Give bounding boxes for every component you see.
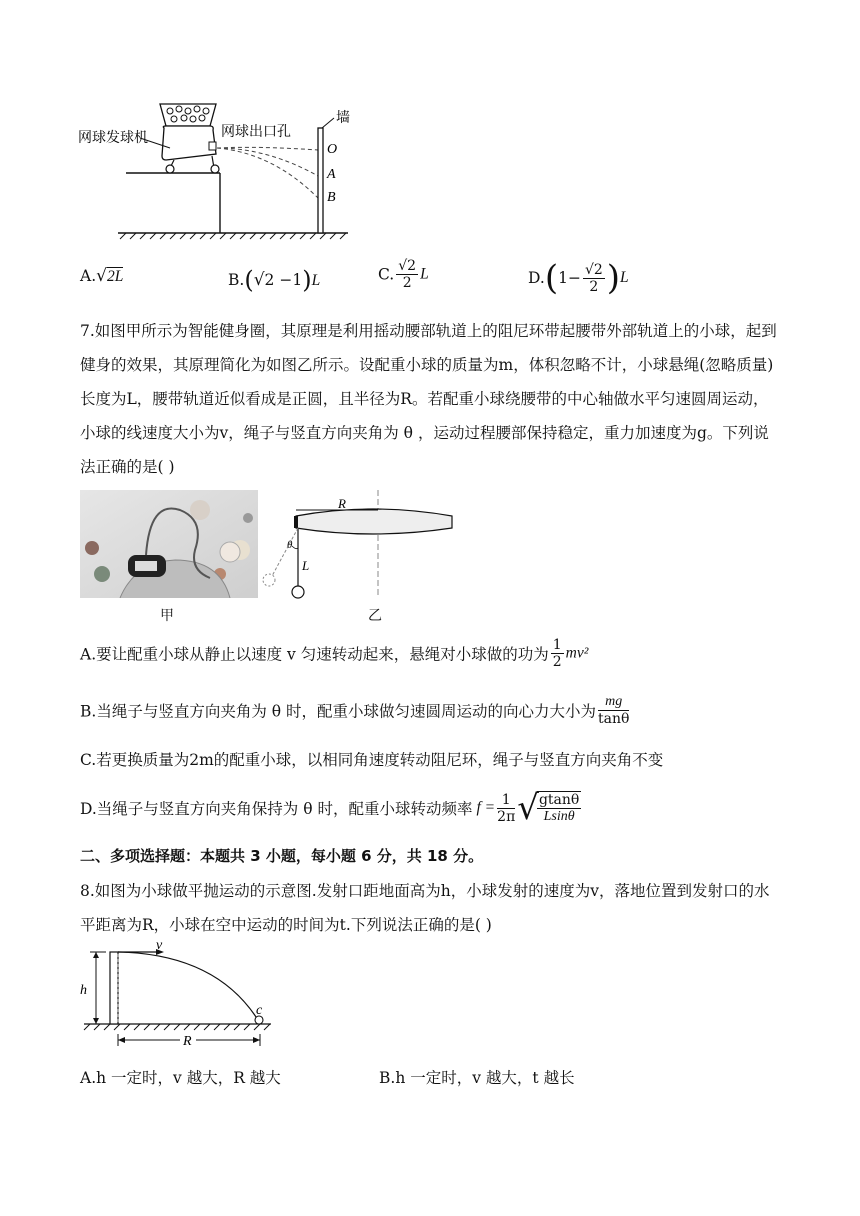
hoop-schematic <box>252 488 462 600</box>
fig8-r-label: R <box>183 1034 192 1049</box>
q8-option-a[interactable]: A.h 一定时，v 越大，R 越大 <box>80 1069 281 1087</box>
point-o-label: O <box>327 142 338 157</box>
q7-option-d[interactable]: D.当绳子与竖直方向夹角保持为 θ 时，配重小球转动频率 f = $\frac{1}{2\pi}$ √ $\frac{gtan\theta}{Lsin\theta}$ <box>80 788 580 828</box>
q7-option-b[interactable]: B.当绳子与竖直方向夹角为 θ 时，配重小球做匀速圆周运动的向心力大小为 $\frac{mg}{\tan\theta}$ <box>80 694 630 727</box>
fig-b-theta-label: θ <box>287 539 293 551</box>
q7-option-c[interactable]: C.若更换质量为2m的配重小球，以相同角速度转动阻尼环，绳子与竖直方向夹角不变 <box>80 751 664 769</box>
fig-b-r-label: R <box>338 496 346 511</box>
tennis-machine-figure <box>78 98 368 243</box>
hole-label: 网球出口孔 <box>221 125 291 140</box>
q7-option-a[interactable]: A.要让配重小球从静止以速度 v 匀速转动起来，悬绳对小球做的功为 $\frac{1}{2}$ mv² <box>80 637 589 670</box>
q6-option-d[interactable]: D.(1− $\frac{√2}{2}$ )L <box>528 258 629 298</box>
q7-stem: 7.如图甲所示为智能健身圈，其原理是利用摇动腰部轨道上的阻尼环带起腰带外部轨道上的小球，起到健身的效果，其原理简化为如图乙所示。设配重小球的质量为m，体积忽略不计，小球悬绳(忽略质量)长度为L，腰带轨道近似看成是正圆，且半径为R。若配重小球绕腰带的中心轴做水平匀速圆周运动，小球的线速度大小为v，绳子与竖直方向夹角为 θ ，运动过程腰部保持稳定，重力加速度为g。下列说法正确的是( ) <box>80 322 777 476</box>
q6-option-c[interactable]: C. $\frac{√2}{2}$ L <box>378 258 429 291</box>
fig-b-l-label: L <box>302 558 310 573</box>
projectile-figure <box>76 940 276 1055</box>
q8-option-b[interactable]: B.h 一定时，v 越大，t 越长 <box>379 1069 575 1087</box>
wall-label: 墙 <box>336 111 350 126</box>
point-a-label: A <box>327 167 336 182</box>
fig8-v-label: v <box>156 940 163 953</box>
machine-label: 网球发球机 <box>78 131 148 146</box>
q6-option-a[interactable]: A.√2L <box>80 266 124 286</box>
fig-yi-caption: 乙 <box>368 608 382 624</box>
section-heading: 二、多项选择题：本题共 3 小题，每小题 6 分，共 18 分。 <box>80 847 484 865</box>
fig8-c-label: c <box>256 1003 263 1018</box>
point-b-label: B <box>327 190 336 205</box>
q6-option-b[interactable]: B.(√2 −1)L <box>228 266 321 294</box>
q8-stem: 8.如图为小球做平抛运动的示意图.发射口距地面高为h，小球发射的速度为v，落地位置到发射口的水平距离为R，小球在空中运动的时间为t.下列说法正确的是( ) <box>80 882 770 934</box>
fitness-hoop-photo <box>80 490 258 598</box>
fig-jia-caption: 甲 <box>160 608 174 624</box>
fig8-h-label: h <box>80 983 87 998</box>
